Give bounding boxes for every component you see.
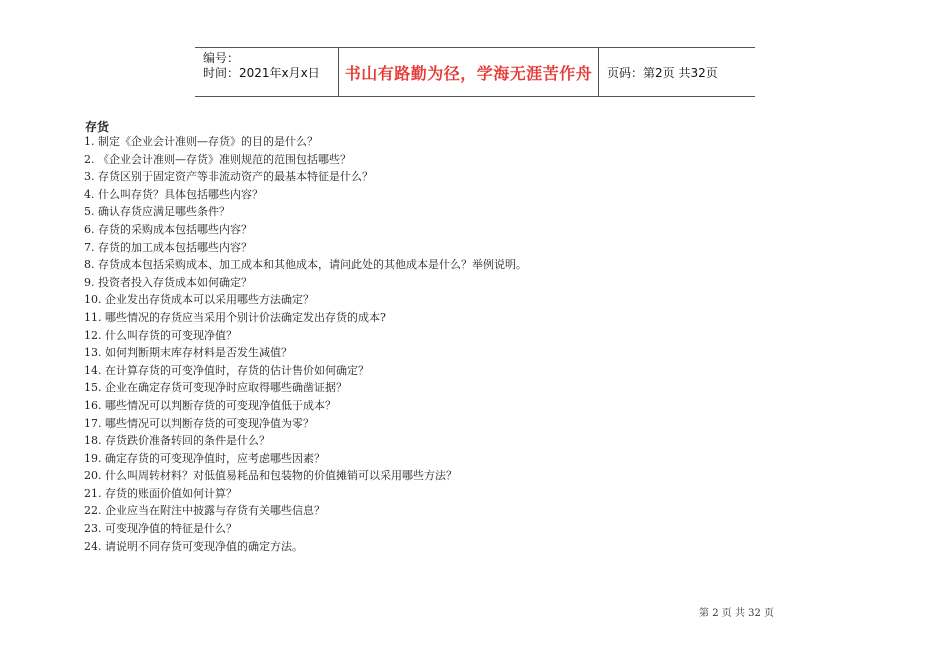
question-item: 1. 制定《企业会计准则—存货》的目的是什么？: [84, 135, 318, 148]
question-item: 4. 什么叫存货？具体包括哪些内容？: [84, 187, 263, 201]
question-item: 24. 请说明不同存货可变现净值的确定方法。: [84, 539, 303, 553]
question-item: 5. 确认存货应满足哪些条件？: [84, 205, 230, 219]
number-label: 编号：: [203, 51, 240, 65]
question-item: 3. 存货区别于固定资产等非流动资产的最基本特征是什么？: [84, 170, 373, 184]
question-item: 21. 存货的账面价值如何计算？: [84, 486, 237, 500]
question-item: 16. 哪些情况可以判断存货的可变现净值低于成本？: [84, 398, 336, 412]
question-item: 8. 存货成本包括采购成本、加工成本和其他成本，请问此处的其他成本是什么？举例说明。: [84, 258, 527, 272]
header-meta-cell: [195, 48, 339, 96]
header-table: [195, 47, 755, 97]
question-item: 10. 企业发出存货成本可以采用哪些方法确定？: [84, 293, 314, 307]
time-label: 时间：2021年x月x日: [203, 66, 320, 80]
question-item: 17. 哪些情况可以判断存货的可变现净值为零？: [84, 416, 314, 430]
question-item: 20. 什么叫周转材料？对低值易耗品和包装物的价值摊销可以采用哪些方法？: [84, 469, 457, 483]
question-item: 2. 《企业会计准则—存货》准则规范的范围包括哪些？: [84, 152, 351, 166]
question-item: 9. 投资者投入存货成本如何确定？: [84, 275, 252, 289]
question-item: 18. 存货跌价准备转回的条件是什么？: [84, 434, 270, 448]
question-item: 14. 在计算存货的可变净值时，存货的估计售价如何确定？: [84, 363, 369, 377]
question-item: 13. 如何判断期末库存材料是否发生减值？: [84, 346, 292, 360]
section-title: 存货: [85, 120, 110, 134]
question-item: 15. 企业在确定存货可变现净时应取得哪些确凿证据？: [84, 381, 347, 395]
question-list: [84, 133, 527, 555]
page-code: 页码：第2页 共32页: [607, 65, 718, 80]
question-item: 22. 企业应当在附注中披露与存货有关哪些信息？: [84, 504, 325, 518]
question-item: 12. 什么叫存货的可变现净值？: [84, 328, 237, 342]
question-item: 19. 确定存货的可变现净值时，应考虑哪些因素？: [84, 451, 325, 465]
question-item: 6. 存货的采购成本包括哪些内容？: [84, 222, 252, 236]
question-item: 11. 哪些情况的存货应当采用个别计价法确定发出存货的成本?: [84, 310, 386, 324]
motto: 书山有路勤为径，学海无涯苦作舟: [339, 48, 599, 96]
question-item: 7. 存货的加工成本包括哪些内容？: [84, 240, 252, 254]
question-item: 23. 可变现净值的特征是什么？: [84, 522, 237, 536]
page-footer: 第 2 页 共 32 页: [699, 608, 774, 619]
